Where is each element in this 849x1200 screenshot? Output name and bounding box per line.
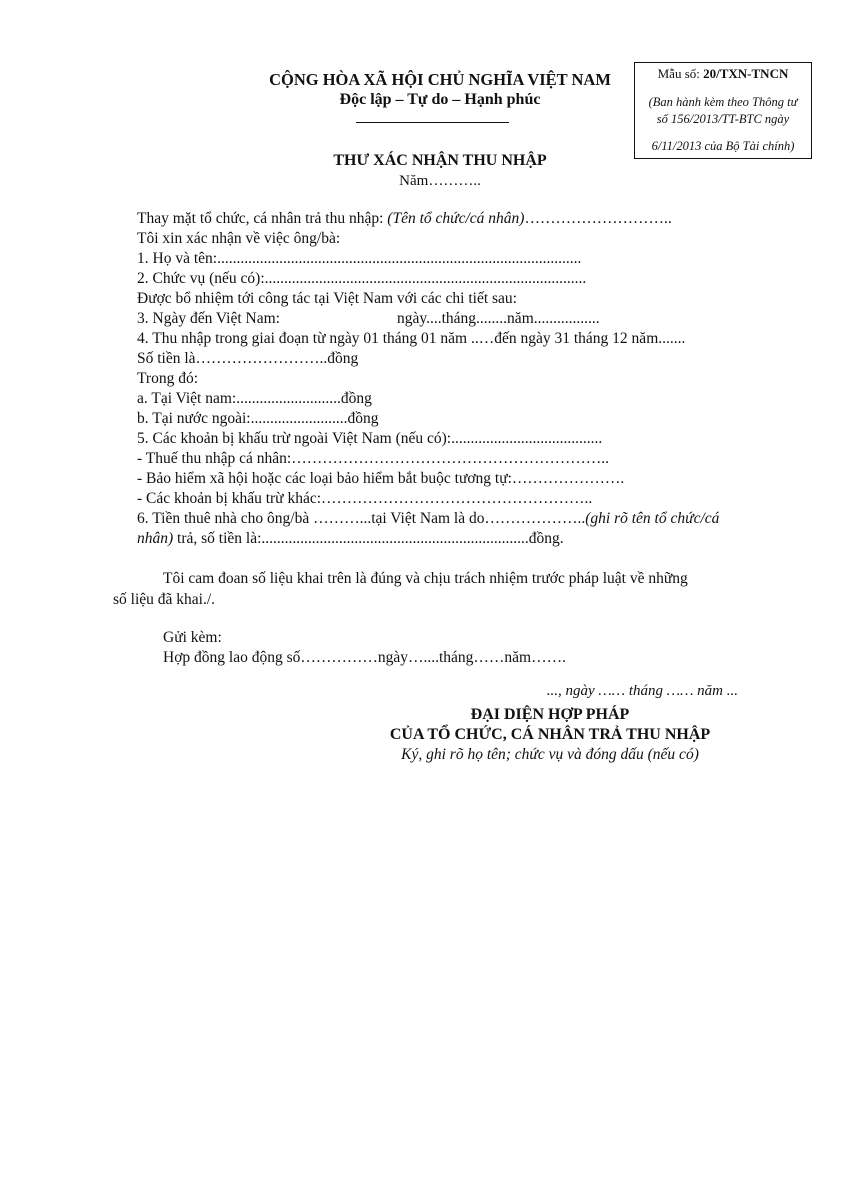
form-code <box>635 66 811 82</box>
insurance-line: - Bảo hiểm xã hội hoặc các loại bảo hiểm bắt buộc tương tự:…………………. <box>137 470 625 487</box>
national-title: CỘNG HÒA XÃ HỘI CHỦ NGHĨA VIỆT NAM <box>269 70 611 89</box>
behalf-italic: (Tên tổ chức/cá nhân) <box>387 210 525 227</box>
form-note-line3: 6/11/2013 của Bộ Tài chính) <box>651 139 795 153</box>
form-note-line1: (Ban hành kèm theo Thông tư <box>648 95 798 109</box>
form-code-value: 20/TXN-TNCN <box>703 66 789 81</box>
form-code-box <box>634 62 812 159</box>
attached-label: Gửi kèm: <box>163 629 222 646</box>
form-code-label: Mẫu số: <box>657 66 704 81</box>
other-deductions-line: - Các khoản bị khấu trừ khác:…………………………………………….. <box>137 490 593 507</box>
item-b-abroad: b. Tại nước ngoài:.........................đồng <box>137 410 379 427</box>
document-title: THƯ XÁC NHẬN THU NHẬP <box>333 152 547 169</box>
of-which-line: Trong đó: <box>137 370 199 387</box>
item-3-arrival-label: 3. Ngày đến Việt Nam: <box>137 310 280 327</box>
item-6-rent-line1 <box>137 509 719 529</box>
labor-contract-line: Hợp đồng lao động số……………ngày…....tháng……năm……. <box>163 649 566 666</box>
appointed-line: Được bổ nhiệm tới công tác tại Việt Nam với các chi tiết sau: <box>137 290 517 307</box>
item-3-arrival-date: ngày....tháng........năm................. <box>397 310 600 327</box>
document-year: Năm……….. <box>399 173 481 189</box>
signature-date: ..., ngày …… tháng …… năm ... <box>546 683 738 699</box>
item-6-italic: (ghi rõ tên tổ chức/cá <box>585 510 720 527</box>
item-2-position: 2. Chức vụ (nếu có):................................................................................... <box>137 270 587 287</box>
commitment-line2: số liệu đã khai./. <box>113 591 216 608</box>
item-5-deductions: 5. Các khoản bị khấu trừ ngoài Việt Nam (nếu có):....................................... <box>137 430 603 447</box>
item-6-rent-line2 <box>137 529 564 549</box>
behalf-prefix: Thay mặt tổ chức, cá nhân trả thu nhập: <box>137 210 388 227</box>
item-1-full-name: 1. Họ và tên:.............................................................................................. <box>137 250 582 267</box>
behalf-line <box>137 209 672 229</box>
item-6-italic-cont: nhân) <box>137 530 174 547</box>
signature-title-2: CỦA TỔ CHỨC, CÁ NHÂN TRẢ THU NHẬP <box>389 726 711 743</box>
form-note-line2: số 156/2013/TT-BTC ngày <box>656 112 790 126</box>
item-a-vietnam: a. Tại Việt nam:...........................đồng <box>137 390 372 407</box>
commitment-line1: Tôi cam đoan số liệu khai trên là đúng và chịu trách nhiệm trước pháp luật về những <box>163 570 688 587</box>
behalf-fill: ……………………….. <box>524 210 672 227</box>
confirm-line: Tôi xin xác nhận về việc ông/bà: <box>137 230 341 247</box>
item-6-prefix: 6. Tiền thuê nhà cho ông/bà ………...tại Việt Nam là do……………….. <box>137 510 586 527</box>
header-underline <box>356 122 509 123</box>
national-motto: Độc lập – Tự do – Hạnh phúc <box>339 91 541 108</box>
item-4-income-period: 4. Thu nhập trong giai đoạn từ ngày 01 tháng 01 năm ..…đến ngày 31 tháng 12 năm....... <box>137 330 686 347</box>
item-6-suffix: trả, số tiền là:.....................................................................đồng. <box>173 530 564 547</box>
personal-income-tax-line: - Thuế thu nhập cá nhân:…………………………………………………….. <box>137 450 609 467</box>
signature-title-1: ĐẠI DIỆN HỢP PHÁP <box>470 706 630 723</box>
signature-note: Ký, ghi rõ họ tên; chức vụ và đóng dấu (nếu có) <box>401 746 699 763</box>
amount-line: Số tiền là……………………..đồng <box>137 350 359 367</box>
